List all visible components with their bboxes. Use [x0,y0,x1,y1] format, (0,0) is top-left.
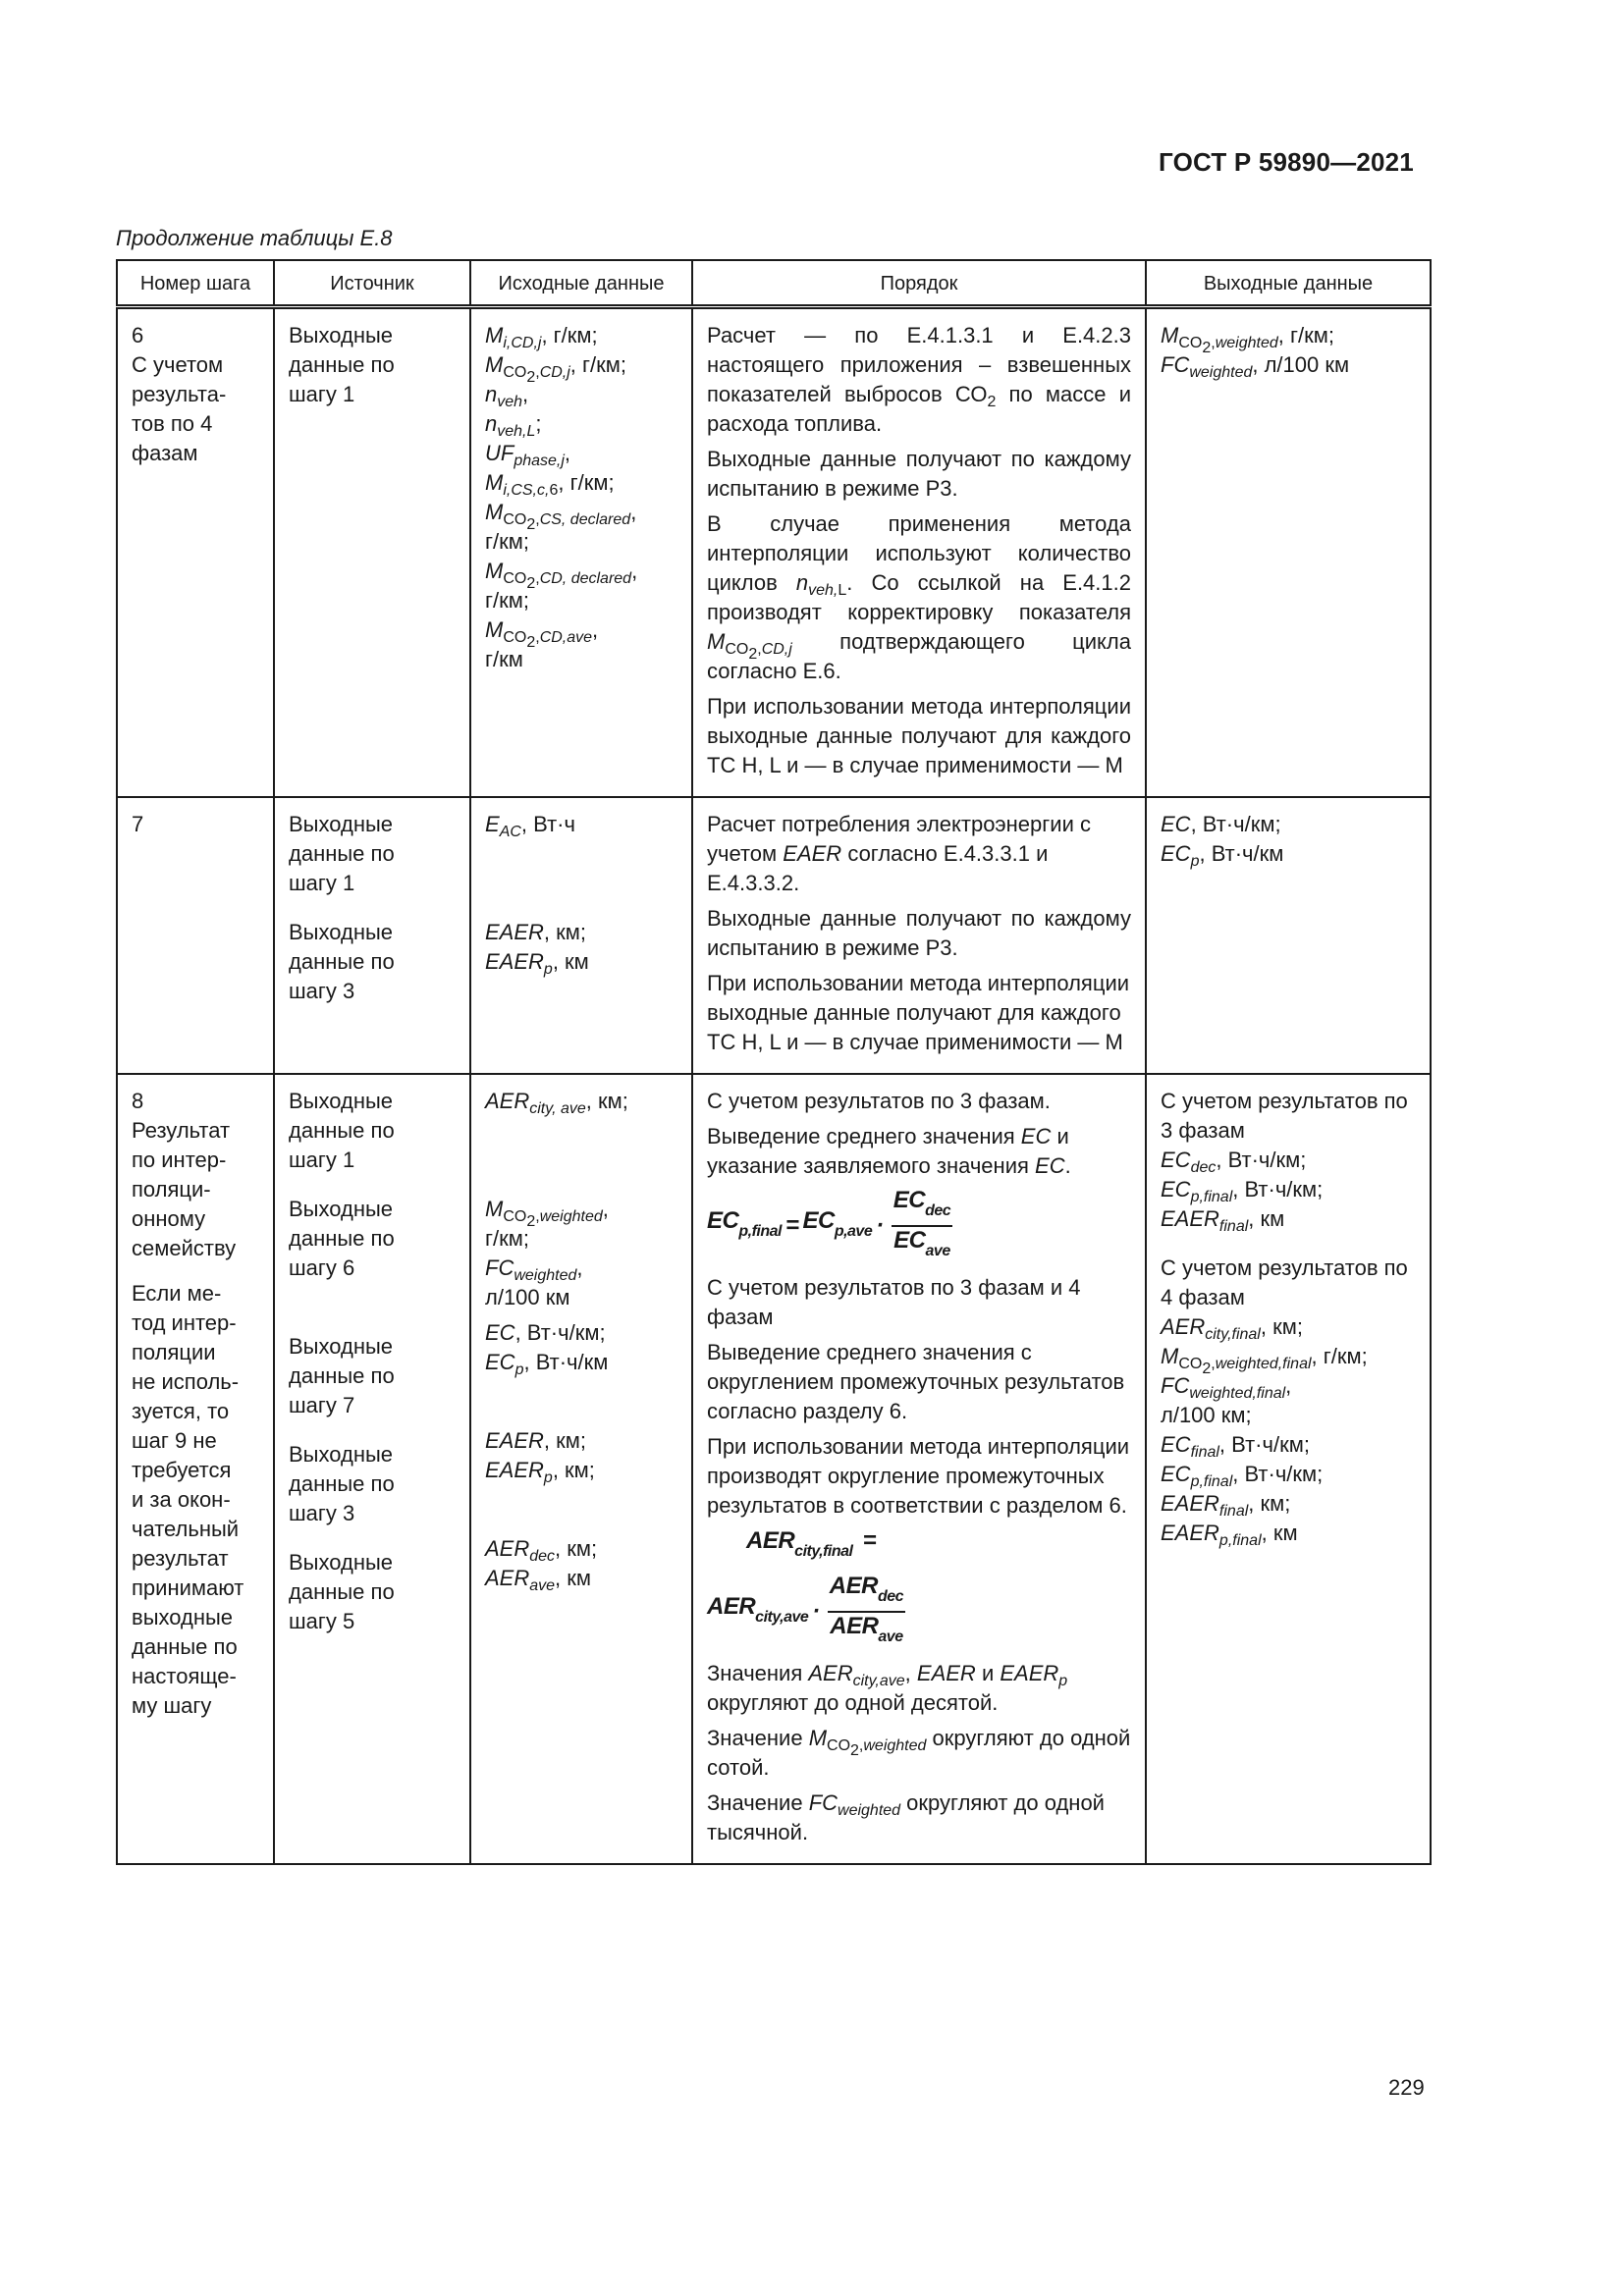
output-unit: , км; [1260,1314,1303,1339]
procedure-paragraph: Значение $M_{CO_2,weighted}$ округляют до одной сотой. [707,1726,1131,1780]
input-unit: , Вт·ч [520,812,575,836]
source-line: шагу 1 [289,871,355,895]
step-line: требуется [132,1458,232,1482]
input-unit: , км [555,1566,592,1590]
table-row-step-7 [117,797,1431,1074]
step-line: настояще- [132,1664,237,1688]
step-line: чательный [132,1517,240,1541]
source-line: Выходные [289,1442,394,1467]
source-line: данные по [289,1118,395,1143]
source-line: данные по [289,1363,395,1388]
data-table [116,259,1432,1865]
procedure-paragraph: Выходные данные получают по каждому испытанию в режиме Р3. [707,447,1131,501]
output-unit: , км [1261,1521,1298,1545]
step-line: по интер- [132,1148,227,1172]
output-unit: , Вт·ч/км [1199,841,1284,866]
procedure-paragraph: Выходные данные получают по каждому испытанию в режиме Р3. [707,906,1131,960]
output-heading: С учетом результатов по 3 фазам [1161,1089,1408,1143]
output-unit: , Вт·ч/км; [1216,1148,1307,1172]
output-unit: , Вт·ч/км; [1190,812,1281,836]
procedure-paragraph: В случае применения метода интерполяции используют количество циклов $n_{veh,L}$. Со ссылкой на Е.4.1.2 производят корректировку показателя $M_{CO_2,CD,j}$ подтверждающего цикла согласно Е.6. [707,511,1131,683]
source-line: шагу 3 [289,1501,355,1525]
table-caption: Продолжение таблицы Е.8 [116,226,393,250]
source-line: Выходные [289,1089,394,1113]
output-unit: , км; [1248,1491,1291,1516]
step-line: 7 [132,812,144,836]
step-line: Если ме- [132,1281,222,1306]
input-unit: , Вт·ч/км; [514,1320,606,1345]
input-unit: л/100 км [485,1285,570,1309]
source-cell [274,1074,470,1864]
step-line: не исполь- [132,1369,240,1394]
step-line: 6 [132,323,144,347]
input-unit: , Вт·ч/км [523,1350,609,1374]
source-cell [274,307,470,798]
step-line: шаг 9 не [132,1428,217,1453]
input-unit: , [522,382,529,406]
source-line: Выходные [289,812,394,836]
formula-aer-final: $AER_{city,final}$ = $AER_{city,ave}$ · $\frac{AER_{dec}}{AER_{ave}}$ [707,1527,904,1645]
source-line: данные по [289,1471,395,1496]
table-row-step-8 [117,1074,1431,1864]
step-line: семейству [132,1236,237,1260]
page-number: 229 [1388,2075,1425,2100]
step-line: С учетом [132,352,224,377]
procedure-paragraph: Расчет — по Е.4.1.3.1 и Е.4.2.3 настоящего приложения – взвешенных показателей выбросов $СО_2$ по массе и расхода топлива. [707,323,1132,436]
inputs-cell: $E_{AC}$, Вт·ч EAER, км; $EAER_p$, км [470,797,692,1074]
header-outputs: Выходные данные [1146,260,1431,307]
procedure-paragraph: При использовании метода интерполяции выходные данные получают для каждого ТС Н, L и — в случае применимости — М [707,694,1131,777]
step-line: тод интер- [132,1310,237,1335]
procedure-cell [692,797,1146,1074]
step-line: выходные [132,1605,234,1629]
step-line: фазам [132,441,198,465]
header-source: Источник [274,260,470,307]
step-line: поляци- [132,1177,211,1201]
source-line: шагу 1 [289,1148,355,1172]
header-procedure: Порядок [692,260,1146,307]
step-line: результа- [132,382,227,406]
source-line: данные по [289,1226,395,1251]
source-line: шагу 5 [289,1609,355,1633]
standard-designation: ГОСТ Р 59890—2021 [1159,147,1414,177]
step-cell [117,1074,274,1864]
procedure-paragraph: Выведение среднего значения EC и указание заявляемого значения EC. [707,1124,1071,1178]
input-unit: , [631,559,638,583]
input-unit: , км; [555,1536,598,1561]
source-line: Выходные [289,1197,394,1221]
step-line: результат [132,1546,229,1571]
source-line: Выходные [289,1334,394,1359]
input-unit: ; [535,411,542,436]
source-line: шагу 6 [289,1255,355,1280]
input-unit: , [602,1197,609,1221]
source-line: данные по [289,352,395,377]
output-unit: , Вт·ч/км; [1218,1432,1310,1457]
step-line: и за окон- [132,1487,231,1512]
input-unit: г/км; [485,529,529,554]
procedure-paragraph: Значение $FC_{weighted}$ округляют до одной тысячной. [707,1790,1105,1844]
input-unit: г/км; [485,1226,529,1251]
output-unit: л/100 км; [1161,1403,1252,1427]
inputs-cell: $AER_{city, ave}$, км; $M_{CO_2,weighted}$, г/км; $FC_{weighted}$, л/100 км EC, Вт·ч/км; $EC_p$, Вт·ч/км EAER, км; $EAER_p$, км; $AER_{dec}$, км; $AER_{ave}$, км [470,1074,692,1864]
input-unit: , [564,441,571,465]
outputs-cell: С учетом результатов по 3 фазам $EC_{dec}$, Вт·ч/км; $EC_{p,final}$, Вт·ч/км; $EAER_{final}$, км С учетом результатов по 4 фазам $AER_{city,final}$, км; $M_{CO_2,weighted,final}$, г/км; $FC_{weighted,final}$, л/100 км; $EC_{final}$, Вт·ч/км; $EC_{p,final}$, Вт·ч/км; $EAER_{final}$, км; $EAER_{p,final}$, км [1146,1074,1431,1864]
input-unit: , [592,617,599,642]
output-unit: , Вт·ч/км; [1232,1462,1324,1486]
output-unit: , г/км; [1277,323,1334,347]
input-unit: , г/км; [569,352,627,377]
step-cell [117,797,274,1074]
procedure-cell [692,1074,1146,1864]
input-unit: , г/км; [541,323,598,347]
input-unit: , км [552,949,589,974]
step-line: принимают [132,1575,244,1600]
output-unit: , км [1248,1206,1285,1231]
input-unit: , км; [543,920,587,944]
output-unit: , Вт·ч/км; [1232,1177,1324,1201]
procedure-paragraph: При использовании метода интерполяции производят округление промежуточных результатов в соответствии с разделом 6. [707,1434,1130,1518]
input-unit: , [630,500,637,524]
formula-ec-final: $EC_{p,final}$ = $EC_{p,ave}$ · $\frac{EC_{dec}}{EC_{ave}}$ [707,1187,951,1259]
procedure-paragraph: Выведение среднего значения с округлением промежуточных результатов согласно разделу 6. [707,1340,1125,1423]
procedure-paragraph: При использовании метода интерполяции выходные данные получают для каждого ТС Н, L и — в случае применимости — М [707,971,1130,1054]
output-unit: , л/100 км [1252,352,1350,377]
inputs-cell: $M_{i,CD,j}$, г/км; $M_{CO_2,CD,j}$, г/км; $n_{veh}$, $n_{veh,L}$; $UF_{phase,j}$, $M_{i,CS,c,6}$, г/км; $M_{CO_2,CS, declared}$, г/км; $M_{CO_2,CD, declared}$, г/км; $M_{CO_2,CD,ave}$, г/км [470,307,692,798]
procedure-paragraph: Значения $AER_{city,ave}$, EAER и $EAER_p$ округляют до одной десятой. [707,1661,1068,1715]
outputs-cell: $M_{CO_2,weighted}$, г/км; $FC_{weighted}$, л/100 км [1146,307,1431,798]
source-line: шагу 1 [289,382,355,406]
input-unit: , км; [552,1458,595,1482]
input-unit: , [576,1255,583,1280]
header-inputs: Исходные данные [470,260,692,307]
step-line: му шагу [132,1693,212,1718]
table-header-row [117,260,1431,307]
source-line: данные по [289,841,395,866]
step-line: поляции [132,1340,216,1364]
input-unit: г/км; [485,588,529,613]
source-line: Выходные [289,1550,394,1575]
step-line: зуется, то [132,1399,230,1423]
outputs-cell: EC, Вт·ч/км; $EC_p$, Вт·ч/км [1146,797,1431,1074]
step-line: тов по 4 [132,411,213,436]
source-line: данные по [289,949,395,974]
output-unit: , [1285,1373,1292,1398]
step-cell [117,307,274,798]
procedure-paragraph: С учетом результатов по 3 фазам и 4 фазам [707,1275,1081,1329]
procedure-cell [692,307,1146,798]
source-line: данные по [289,1579,395,1604]
output-heading: С учетом результатов по 4 фазам [1161,1255,1408,1309]
step-line: Результат [132,1118,231,1143]
step-line: 8 [132,1089,144,1113]
input-unit: , км; [585,1089,628,1113]
input-unit: , км; [543,1428,587,1453]
source-line: Выходные [289,920,394,944]
table-row-step-6 [117,307,1431,798]
input-unit: , г/км; [558,470,615,495]
procedure-paragraph: Расчет потребления электроэнергии с учетом EAER согласно Е.4.3.3.1 и Е.4.3.3.2. [707,812,1091,895]
input-unit: г/км [485,647,523,671]
source-line: шагу 7 [289,1393,355,1417]
procedure-paragraph: С учетом результатов по 3 фазам. [707,1089,1051,1113]
step-line: данные по [132,1634,238,1659]
source-line: Выходные [289,323,394,347]
source-cell [274,797,470,1074]
source-line: шагу 3 [289,979,355,1003]
header-step-number: Номер шага [117,260,274,307]
step-line: онному [132,1206,206,1231]
output-unit: , г/км; [1311,1344,1368,1368]
